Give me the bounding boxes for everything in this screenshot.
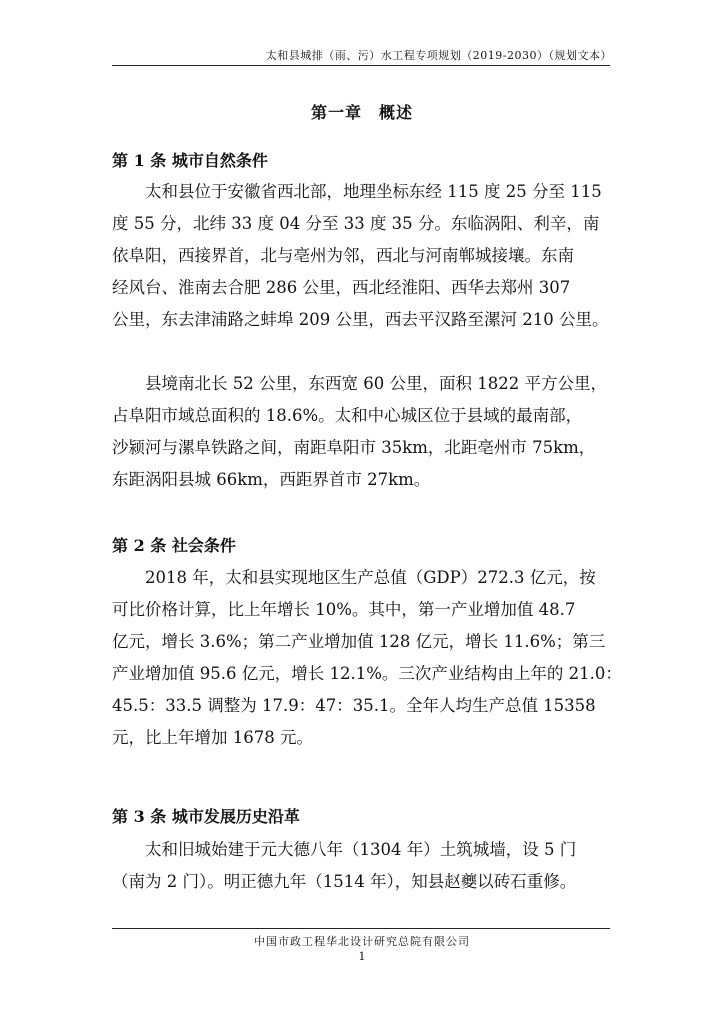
- text-line: （南为 2 门）。明正德九年（1514 年），知县赵夔以砖石重修。: [112, 872, 577, 891]
- article-1-paragraph-1: [112, 176, 609, 336]
- text-line: 经风台、淮南去合肥 286 公里，西北经淮阳、西华去郑州 307: [112, 278, 571, 297]
- text-line: 占阜阳市域总面积的 18.6%。太和中心城区位于县域的最南部，: [112, 406, 583, 425]
- text-line: 亿元，增长 3.6%；第二产业增加值 128 亿元，增长 11.6%；第三: [112, 632, 606, 651]
- text-line: 产业增加值 95.6 亿元，增长 12.1%。三次产业结构由上年的 21.0：: [112, 664, 622, 683]
- article-1-title: 第 1 条 城市自然条件: [112, 151, 268, 170]
- text-line: 2018 年，太和县实现地区生产总值（GDP）272.3 亿元，按: [145, 568, 596, 587]
- footer-organization: 中国市政工程华北设计研究总院有限公司: [254, 935, 470, 948]
- text-line: 县境南北长 52 公里，东西宽 60 公里，面积 1822 平方公里，: [145, 374, 607, 393]
- page-number: 1: [358, 950, 366, 963]
- chapter-title: 第一章 概述: [310, 103, 413, 122]
- article-3-paragraph-1: [112, 834, 582, 898]
- footer-divider: [112, 928, 610, 929]
- text-line: 依阜阳，西接界首，北与亳州为邻，西北与河南郸城接壤。东南: [112, 246, 574, 265]
- article-1-paragraph-2: [112, 368, 607, 496]
- text-line: 沙颍河与漯阜铁路之间，南距阜阳市 35km，北距亳州市 75km，: [112, 438, 596, 457]
- article-2-paragraph-1: [112, 562, 622, 754]
- text-line: 元，比上年增加 1678 元。: [112, 728, 313, 747]
- text-line: 可比价格计算，比上年增长 10%。其中，第一产业增加值 48.7: [112, 600, 576, 619]
- running-header: 太和县城排（雨、污）水工程专项规划（2019-2030）（规划文本）: [265, 49, 612, 62]
- header-divider: [112, 65, 610, 66]
- text-line: 公里，东去津浦路之蚌埠 209 公里，西去平汉路至漯河 210 公里。: [112, 310, 609, 329]
- text-line: 太和县位于安徽省西北部，地理坐标东经 115 度 25 分至 115: [145, 182, 602, 201]
- text-line: 45.5：33.5 调整为 17.9：47：35.1。全年人均生产总值 15358: [112, 696, 596, 715]
- text-line: 东距涡阳县城 66km，西距界首市 27km。: [112, 470, 431, 489]
- article-3-title: 第 3 条 城市发展历史沿革: [112, 807, 300, 826]
- text-line: 度 55 分，北纬 33 度 04 分至 33 度 35 分。东临涡阳、利辛，南: [112, 214, 600, 233]
- article-2-title: 第 2 条 社会条件: [112, 536, 236, 555]
- text-line: 太和旧城始建于元大德八年（1304 年）土筑城墙，设 5 门: [145, 840, 577, 859]
